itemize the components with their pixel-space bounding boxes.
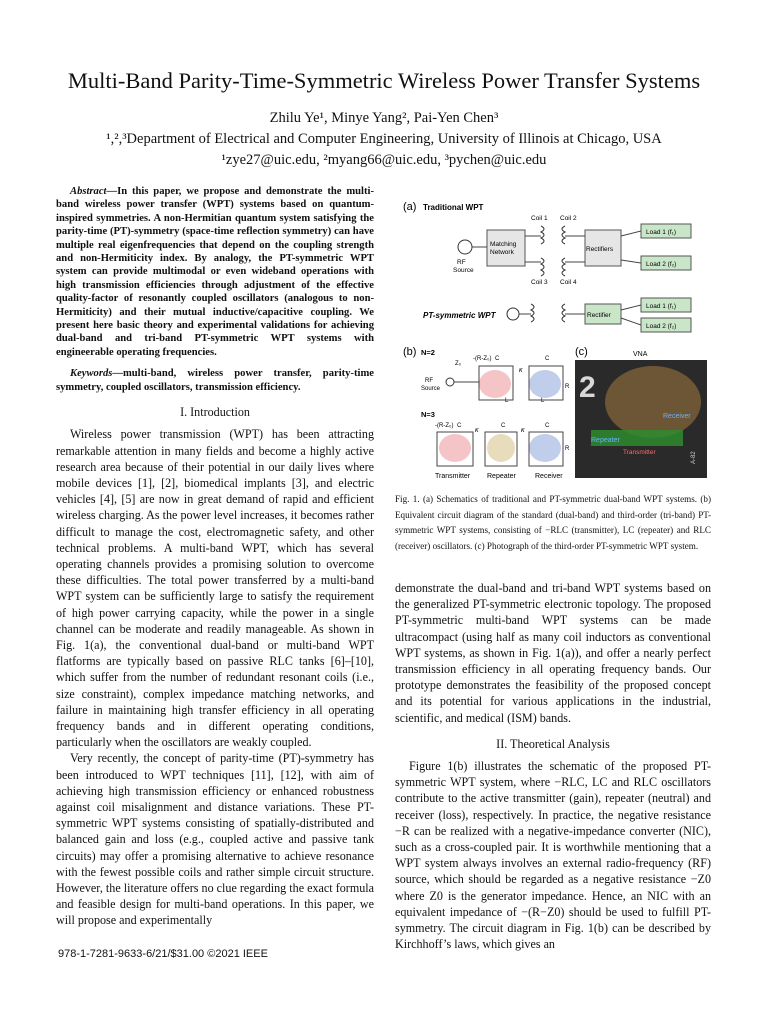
author-block [0,108,768,171]
panel-a-label: (a) [403,201,417,213]
coil-1-label: Coil 1 [531,215,548,222]
keywords-text: —multi-band, wireless power transfer, parity-time symmetry, coupled oscillators, transmission efficiency. [56,368,374,393]
n3-label: N=3 [421,410,435,419]
kappa-label-n3-b: κ [521,427,525,434]
rectifier-label: Rectifier [587,312,611,319]
figure-caption: Fig. 1. (a) Schematics of traditional and PT-symmetric dual-band WPT systems. (b) Equivalent circuit diagram of the standard (dual-band) and third-order (tri-band) PT-symmetric WPT systems, consisting of −RLC (transmitter), LC (repeater) and RLC (receiver) oscillators. (c) Photograph of the third-order PT-symmetric WPT system. [395,494,711,551]
c-label-n2-tx: C [495,356,500,362]
load-2-label: Load 2 (f₂) [646,261,677,268]
section-heading-theory: II. Theoretical Analysis [496,736,610,751]
keywords [56,367,374,394]
z0-label: Z₀ [455,361,462,367]
c-label-n2-rx: C [545,356,550,362]
vna-label: VNA [633,351,648,358]
right-column [395,580,711,952]
neutral-glow-n3 [487,434,515,462]
pt-wpt-label: PT-symmetric WPT [423,311,496,320]
figure-1 [395,192,713,482]
rf-source-label-1: RF [457,259,466,266]
coil-3-label: Coil 3 [531,279,548,286]
right-paragraph-1: demonstrate the dual-band and tri-band WPT systems based on the generalized PT-symmetric electronic topology. The proposed PT-symmetric multi-band WPT systems can be made ultracompact (using half as many coil inductors as conventional WPT systems, as shown in Fig. 1(a)), and offer a nearly perfect transmission efficiency in all operating frequency bands. Our prototype demonstrates the feasibility of the proposed concept and its potential for various applications in the industrial, scientific, and medical (ISM) bands. [395,581,711,725]
r-label-n2: R [565,384,570,390]
n2-label: N=2 [421,348,435,357]
paper-title: Multi-Band Parity-Time-Symmetric Wireless Power Transfer Systems [67,68,701,93]
theory-paragraph-1: Figure 1(b) illustrates the schematic of the proposed PT-symmetric WPT system, where −RLC, LC and RLC oscillators contribute to the active transmitter (gain), repeater (neutral) and receiver (loss), respectively. In practice, the negative resistance −R can be realized with a negative-impedance converter (NIC), such as a cross-coupled pair. It is worthwhile mentioning that a WPT system always involves an external radio-frequency (RF) source, which should be regarded as a negative resistance −Z0 where Z0 is the generator impedance. Hence, an NIC with an equivalent impedance of −(R−Z0) should be used to fulfill PT-symmetry. The circuit diagram in Fig. 1(b) can be described by Kirchhoff’s laws, which gives an [395,759,711,952]
photo-digit: 2 [579,371,596,404]
load-1-label: Load 1 (f₁) [646,229,677,236]
abstract [56,185,374,359]
photo-repeater-label: Repeater [591,437,620,444]
section-heading-introduction: I. Introduction [180,405,250,420]
matching-label-2: Network [490,249,514,256]
traditional-wpt-label: Traditional WPT [423,203,484,212]
photo-code: A-82 [691,451,697,464]
abstract-label: Abstract [70,186,107,197]
photo-lens-glow [605,366,701,438]
author-emails: ¹zye27@uic.edu, ²myang66@uic.edu, ³pychen@uic.edu [221,152,547,168]
photo-receiver-label: Receiver [663,413,691,420]
affiliation: ¹,²,³Department of Electrical and Computer Engineering, University of Illinois at Chicago, USA [106,131,662,147]
matching-label-1: Matching [490,241,517,248]
panel-c-label: (c) [575,346,588,358]
rectifiers-label: Rectifiers [586,246,614,253]
l-label-n2-rx: L [541,398,545,404]
l-label-n2-tx: L [505,398,509,404]
pt-load-2-label: Load 2 (f₂) [646,323,677,330]
repeater-label: Repeater [487,473,516,480]
coil-4-label: Coil 4 [560,279,577,286]
intro-paragraph-1: Wireless power transmission (WPT) has been attracting remarkable attention in many fields and become a highly active research area because of their potential in our daily lives where mobile devices [1], [2], biomedical implants [3], and electric vehicles [4], [5] are now in great demand of rapid and efficient wireless charging. As the power level increases, it becomes rather difficult to manage the cost, electromagnetic safety, and other technical problems. A multi-band WPT, which has several operating channels provides a promising solution to overcome these difficulties. The total power transferred by a multi-band WPT system can be sufficiently large to satisfy the requirement of high power carrying capacity, while the power in a single channel can be moderate and readily manageable. As shown in Fig. 1(a), the conventional dual-band or multi-band WPT flatforms are typically based on passive RLC tanks [6]–[10], which suffer from the number of redundant resonant coils (i.e., size constraint), complex impedance matching networks, and failure in maintaining high transfer efficiency in all operating frequency bands and in different operating conditions, particularly when the oscillators are weakly coupled. [56,427,374,750]
matching-network-box [487,230,525,266]
pt-load-1-label: Load 1 (f₁) [646,303,677,310]
kappa-label-n2: κ [519,367,523,374]
r-label-n3: R [565,446,570,452]
loss-glow-n2 [529,370,561,398]
gain-glow-n3 [439,434,471,462]
rf-source-b-label-2: Source [421,386,441,392]
c-label-n3-tx: C [457,423,462,429]
copyright-footer: 978-1-7281-9633-6/21/$31.00 ©2021 IEEE [58,948,268,960]
rf-source-label-2: Source [453,267,474,274]
kappa-label-n3-a: κ [475,427,479,434]
coil-2-label: Coil 2 [560,215,577,222]
photo-transmitter-label: Transmitter [623,449,656,456]
negative-resistance-n3-label: -(R-Z₀) [435,423,454,429]
abstract-text: —In this paper, we propose and demonstrate the multi-band wireless power transfer (WPT) systems based on quantum-inspired symmetries. A non-Hermitian quantum system satisfying the parity-time (PT)-symmetry (space-time reflection symmetry) can have multiple real eigenfrequencies that depend on the coupling strength and non-Hermiticity index. By analogy, the PT-symmetric WPT system can provide multimodal or even wideband operations with high transmission efficiencies through adjustment of the effective quality-factor of resonantly coupled oscillators (analogous to non-Hermiticity) and their mutual inductive/capacitive coupling. We present here basic theory and experimental validations for achieving dual-band and tri-band PT-symmetric WPT systems with engineerable operating frequencies. [56,186,374,358]
panel-b-label: (b) [403,346,417,358]
transmitter-label: Transmitter [435,473,471,480]
negative-resistance-label: -(R-Z₀) [473,356,492,362]
left-column [56,185,374,929]
gain-glow-n2 [479,370,511,398]
c-label-n3-rep: C [501,423,506,429]
loss-glow-n3 [529,434,561,462]
rf-source-b-label-1: RF [425,378,433,384]
intro-paragraph-2: Very recently, the concept of parity-time (PT)-symmetry has been introduced to WPT techniques [11], [12], with aim of achieving high transmission efficiency or enhanced robustness against coil misalignment and distance variations. These PT-symmetric WPT systems consisting of spatially-distributed and balanced gain and loss (e.g., coupled active and passive tank circuits) may offer a promising alternative to achieve resonance with the fewest possible coils and rather simple circuit structure. However, the literature offers no clue regarding the exact formula and feasible design for multi-band operations. In this paper, we will propose and experimentally [56,751,374,928]
receiver-label: Receiver [535,473,563,480]
c-label-n3-rx: C [545,423,550,429]
author-names: Zhilu Ye¹, Minye Yang², Pai-Yen Chen³ [269,110,499,126]
keywords-label: Keywords [70,368,113,380]
